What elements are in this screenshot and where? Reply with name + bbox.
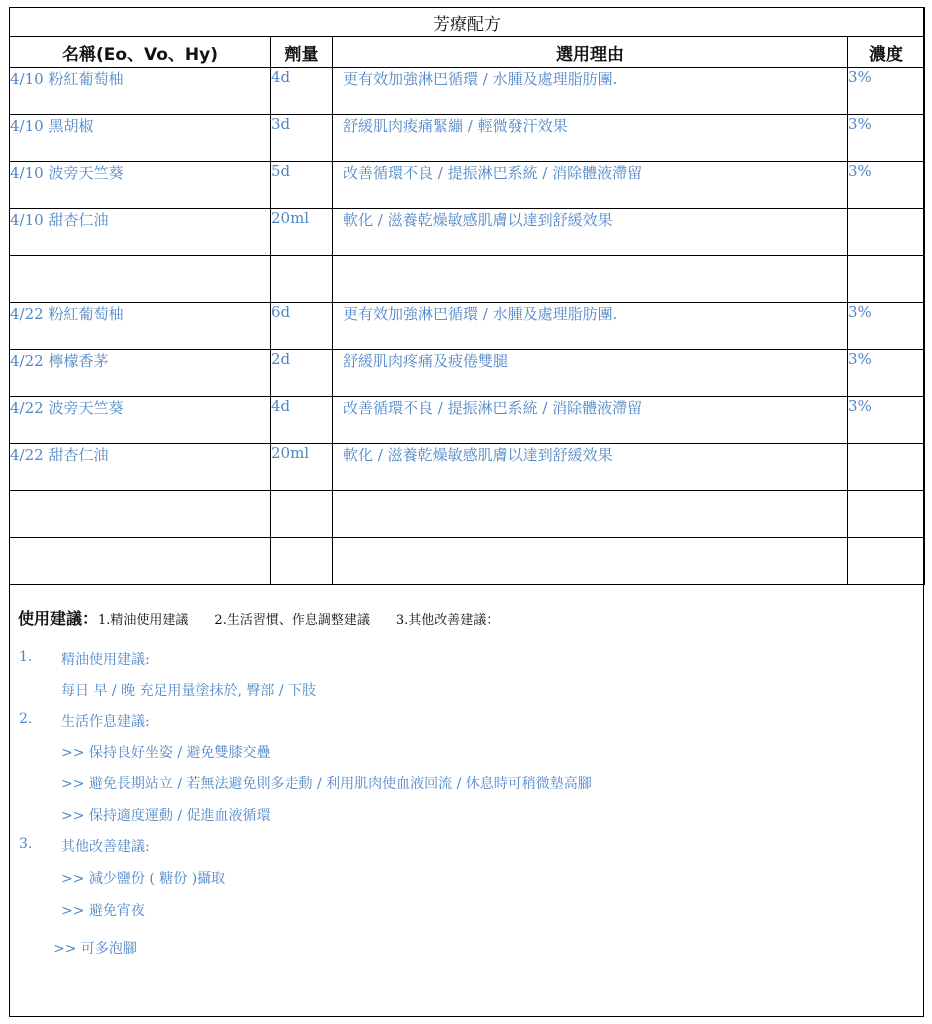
cell-concentration: [848, 256, 925, 303]
cell-dose: 2d: [271, 350, 333, 397]
column-header-concentration: 濃度: [848, 37, 925, 68]
cell-name: 4/10 粉紅葡萄柚: [10, 68, 271, 115]
section-2-title: 生活作息建議:: [61, 714, 150, 730]
cell-reason: 改善循環不良 / 提振淋巴系統 / 消除體液滯留: [333, 162, 848, 209]
usage-notes: [18, 606, 918, 629]
cell-reason: 軟化 / 滋養乾燥敏感肌膚以達到舒緩效果: [333, 444, 848, 491]
notes-heading-line: [18, 606, 918, 629]
cell-dose: 3d: [271, 115, 333, 162]
column-header-dose: 劑量: [271, 37, 333, 68]
cell-dose: 4d: [271, 397, 333, 444]
table-row: [10, 209, 925, 256]
cell-concentration: 3%: [848, 115, 925, 162]
notes-heading: 使用建議：: [18, 609, 99, 628]
cell-concentration: [848, 444, 925, 491]
cell-concentration: [848, 491, 925, 538]
cell-reason: [333, 538, 848, 585]
table-row: [10, 115, 925, 162]
table-row-empty: [10, 256, 925, 303]
cell-dose: [271, 538, 333, 585]
formula-table: [9, 7, 925, 585]
cell-name: 4/10 黑胡椒: [10, 115, 271, 162]
cell-concentration: 3%: [848, 350, 925, 397]
notes-heading-item: 1.精油使用建議: [98, 613, 189, 628]
cell-name: 4/22 甜杏仁油: [10, 444, 271, 491]
column-header-name: 名稱(Eo、Vo、Hy): [10, 37, 271, 68]
cell-reason: 舒緩肌肉痠痛緊繃 / 輕微發汗效果: [333, 115, 848, 162]
cell-reason: 舒緩肌肉疼痛及疲倦雙腿: [333, 350, 848, 397]
cell-name: 4/22 粉紅葡萄柚: [10, 303, 271, 350]
section-3-line: >> 減少鹽份 ( 糖份 )攝取: [61, 871, 226, 887]
cell-concentration: 3%: [848, 397, 925, 444]
cell-reason: 改善循環不良 / 提振淋巴系統 / 消除體液滯留: [333, 397, 848, 444]
cell-dose: 5d: [271, 162, 333, 209]
cell-dose: 20ml: [271, 444, 333, 491]
cell-name: [10, 256, 271, 303]
column-header-reason: 選用理由: [333, 37, 848, 68]
cell-concentration: [848, 538, 925, 585]
section-3-title: 其他改善建議:: [61, 839, 150, 855]
cell-reason: 更有效加強淋巴循環 / 水腫及處理脂肪團.: [333, 303, 848, 350]
table-row: [10, 397, 925, 444]
section-1-line: 每日 早 / 晚 充足用量塗抹於, 臀部 / 下肢: [61, 683, 317, 699]
section-3-line: >> 可多泡腳: [53, 941, 137, 957]
section-3-line: >> 避免宵夜: [61, 903, 145, 919]
cell-dose: 4d: [271, 68, 333, 115]
section-2-line: >> 避免長期站立 / 若無法避免則多走動 / 利用肌肉使血液回流 / 休息時可稍微墊高腳: [61, 776, 592, 792]
table-row: [10, 350, 925, 397]
cell-name: [10, 538, 271, 585]
section-2-line: >> 保持適度運動 / 促進血液循環: [61, 808, 271, 824]
cell-concentration: 3%: [848, 303, 925, 350]
cell-reason: [333, 491, 848, 538]
cell-name: 4/22 波旁天竺葵: [10, 397, 271, 444]
cell-name: 4/10 甜杏仁油: [10, 209, 271, 256]
cell-dose: [271, 256, 333, 303]
table-title: 芳療配方: [10, 8, 925, 37]
notes-heading-item: 2.生活習慣、作息調整建議: [214, 613, 370, 628]
section-2-number: 2.: [19, 711, 33, 727]
cell-concentration: [848, 209, 925, 256]
cell-concentration: 3%: [848, 68, 925, 115]
notes-heading-item: 3.其他改善建議：: [395, 613, 500, 628]
cell-reason: [333, 256, 848, 303]
table-row: [10, 444, 925, 491]
section-1-number: 1.: [19, 649, 33, 665]
table-row: [10, 162, 925, 209]
table-row: [10, 303, 925, 350]
table-row: [10, 68, 925, 115]
table-row-empty: [10, 538, 925, 585]
cell-name: 4/22 檸檬香茅: [10, 350, 271, 397]
cell-concentration: 3%: [848, 162, 925, 209]
cell-dose: 6d: [271, 303, 333, 350]
cell-dose: [271, 491, 333, 538]
cell-dose: 20ml: [271, 209, 333, 256]
table-row-empty: [10, 491, 925, 538]
section-2-line: >> 保持良好坐姿 / 避免雙膝交疊: [61, 745, 271, 761]
section-1-title: 精油使用建議:: [61, 652, 150, 668]
cell-name: [10, 491, 271, 538]
cell-reason: 軟化 / 滋養乾燥敏感肌膚以達到舒緩效果: [333, 209, 848, 256]
section-3-number: 3.: [19, 836, 33, 852]
cell-reason: 更有效加強淋巴循環 / 水腫及處理脂肪團.: [333, 68, 848, 115]
cell-name: 4/10 波旁天竺葵: [10, 162, 271, 209]
